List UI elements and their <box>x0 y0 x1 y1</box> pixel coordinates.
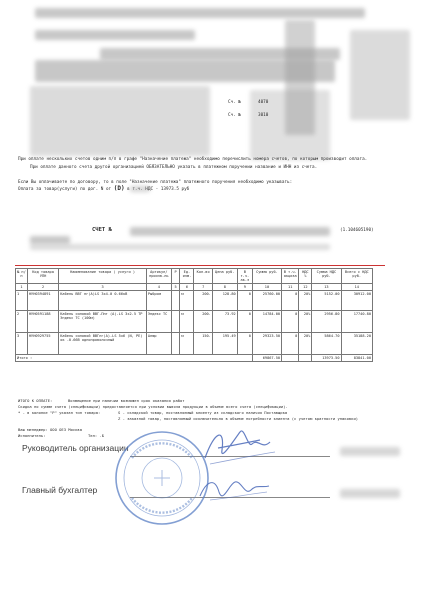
col-number: 4 <box>146 284 171 291</box>
row-qty: 200. <box>194 311 212 333</box>
row-type <box>171 333 180 355</box>
row-sum: 29323.50 <box>252 333 281 355</box>
table-row <box>16 311 373 333</box>
row-excise: 0 <box>237 291 252 311</box>
accountant-label: Главный бухгалтер <box>22 485 98 495</box>
blurred-requisites <box>30 86 210 156</box>
col-number: 14 <box>341 284 372 291</box>
director-signature <box>200 420 280 470</box>
row-vat-rate: 20% <box>299 333 312 355</box>
col-number: 11 <box>282 284 299 291</box>
row-code: НУН0591188 <box>27 311 58 333</box>
row-name: Кабель силовой ВВГ-Пнг (А)-LS 3х2.5 ТР Эндекс ТС (100м) <box>59 311 147 333</box>
footer-line-3b: S - складской товар, поставляемый клиенту из складского наличия Поставщика <box>118 410 288 415</box>
row-vat-sum: 2956.80 <box>312 311 341 333</box>
row-vat-rate: 20% <box>299 311 312 333</box>
footer-title: ИТОГО К ОПЛАТЕ: <box>18 398 53 403</box>
col-header-type: Р <box>171 269 180 284</box>
col-number: 7 <box>194 284 212 291</box>
table-numbers-row <box>16 284 373 291</box>
col-number: 9 <box>237 284 252 291</box>
col-number: 5 <box>171 284 180 291</box>
footer-line-4: Z - заказной товар, поставляемый исключительно в объеме потребности клиента (с учетом кратности упаковки) <box>118 416 359 421</box>
row-qty: 150. <box>194 333 212 355</box>
director-label: Руководитель организации <box>22 443 129 453</box>
row-qty: 200. <box>194 291 212 311</box>
executor-value: Тел: -Б <box>88 433 105 438</box>
total-empty <box>282 355 299 362</box>
col-number: 6 <box>180 284 194 291</box>
invoice-number-right: (1.104605190) <box>340 228 374 233</box>
row-price: 128.80 <box>212 291 237 311</box>
account-label-1: Сч. № <box>228 100 241 105</box>
row-vat-sum: 5864.70 <box>312 333 341 355</box>
col-header-vat-sum: Сумма НДС руб. <box>312 269 341 284</box>
row-article: Рыбром <box>146 291 171 311</box>
row-price: 195.49 <box>212 333 237 355</box>
col-number: 10 <box>252 284 281 291</box>
row-name: Кабель силовой ВВГнг(А)-LS 5х6 (N, PE) ок -0.66В однопроволочный <box>59 333 147 355</box>
blurred-contract-number <box>130 186 150 192</box>
row-unit: м <box>180 333 194 355</box>
invoice-title: СЧЕТ № <box>92 227 112 233</box>
row-article: Эндекс ТС <box>146 311 171 333</box>
table-row <box>16 291 373 311</box>
col-number: 2 <box>27 284 58 291</box>
col-header-unit: Ед. изм. <box>180 269 194 284</box>
blurred-header-left <box>35 30 195 40</box>
col-header-num: № п/п <box>16 269 28 284</box>
col-number: 1 <box>16 284 28 291</box>
table-header-row <box>16 269 373 284</box>
row-code: НУН0929755 <box>27 333 58 355</box>
row-type <box>171 291 180 311</box>
blurred-corner <box>350 30 410 120</box>
notice-line-3: Если Вы оплачиваете по договору, то в поле "Назначение платежа" платежного поручения необходимо указывать: <box>18 180 293 185</box>
row-num: 1 <box>16 291 28 311</box>
notice-line-2: При оплате данного счета другой организацией ОБЯЗАТЕЛЬНО указать в платежном поручении название и ИНН из счета. <box>30 165 318 170</box>
row-excise-sum: 0 <box>282 333 299 355</box>
col-number: 13 <box>312 284 341 291</box>
red-separator <box>15 265 385 266</box>
blurred-header-top <box>35 8 365 18</box>
row-code: НУН0394891 <box>27 291 58 311</box>
blurred-stamp-top <box>285 20 315 135</box>
col-header-code: Код товара УПН <box>27 269 58 284</box>
col-header-article: Артикул/ произв-ль <box>146 269 171 284</box>
col-header-total: Всего с НДС руб. <box>341 269 372 284</box>
row-total: 17740.80 <box>341 311 372 333</box>
row-sum: 25760.00 <box>252 291 281 311</box>
col-header-vat-rate: НДС % <box>299 269 312 284</box>
row-vat-sum: 5152.00 <box>312 291 341 311</box>
table-total-row <box>16 355 373 362</box>
total-vat: 13973.50 <box>312 355 341 362</box>
payment-purpose: Оплата за товар(услуги) по дог. N от <box>18 187 112 192</box>
footer-line-2: Скидка по сумме счета (спецификации) предоставляется при условии вывоза продукции в объеме всего счета (спецификации). <box>18 404 288 409</box>
blurred-accountant-name <box>340 489 400 498</box>
row-price: 73.92 <box>212 311 237 333</box>
total-label: Итого : <box>16 355 253 362</box>
col-number: 12 <box>299 284 312 291</box>
footer-line-1: Возмещение при наличии возможен срок оказания работ <box>68 398 185 403</box>
row-sum: 14784.00 <box>252 311 281 333</box>
row-type <box>171 311 180 333</box>
blurred-title-left <box>30 236 70 244</box>
row-num: 3 <box>16 333 28 355</box>
row-excise-sum: 0 <box>282 291 299 311</box>
total-empty <box>299 355 312 362</box>
row-total: 35188.20 <box>341 333 372 355</box>
items-table <box>15 268 373 362</box>
accountant-signature <box>195 470 275 510</box>
notice-line-4 <box>18 186 189 192</box>
footer-line-3: * - в колонке "Р" указан тип товара: <box>18 410 101 415</box>
manager-label: Ваш менеджер: <box>18 427 48 432</box>
col-header-qty: Кол-во <box>194 269 212 284</box>
row-vat-rate: 20% <box>299 291 312 311</box>
row-unit: м <box>180 311 194 333</box>
blurred-invoice-number <box>130 227 330 236</box>
total-sum: 69867.50 <box>252 355 281 362</box>
account-value-2: 3010 <box>258 113 269 118</box>
blurred-director-name <box>340 447 400 456</box>
row-excise-sum: 0 <box>282 311 299 333</box>
row-name: Кабель ВВГ нг(А)LS 3х4.0 0.66кВ <box>59 291 147 311</box>
manager-value: ООО ОЕЗ Москва <box>50 427 83 432</box>
col-header-sum: Сумма руб. <box>252 269 281 284</box>
row-num: 2 <box>16 311 28 333</box>
blurred-band <box>30 244 330 250</box>
table-row <box>16 333 373 355</box>
col-header-excise: В т.ч. ак-з <box>237 269 252 284</box>
col-number: 3 <box>59 284 147 291</box>
account-value-1: 4070 <box>258 100 269 105</box>
executor-label: Исполнитель: <box>18 433 46 438</box>
row-article: Алюр <box>146 333 171 355</box>
payment-vat: в т.ч. НДС - 13973.5 руб <box>127 187 190 192</box>
col-header-excise-sum: В т.ч. акциза <box>282 269 299 284</box>
col-header-price: Цена руб. <box>212 269 237 284</box>
col-header-name: Наименование товара ( услуги ) <box>59 269 147 284</box>
account-label-2: Сч. № <box>228 113 241 118</box>
contract-mark: (D) <box>113 185 125 192</box>
row-total: 30912.00 <box>341 291 372 311</box>
col-number: 8 <box>212 284 237 291</box>
row-excise: 0 <box>237 311 252 333</box>
row-excise: 0 <box>237 333 252 355</box>
total-all: 83841.00 <box>341 355 372 362</box>
row-unit: м <box>180 291 194 311</box>
notice-line-1: При оплате нескольких счетов одним п/п в графе "Назначение платежа" необходимо перечислить номера счетов, по которым производит оплата. <box>18 157 368 162</box>
